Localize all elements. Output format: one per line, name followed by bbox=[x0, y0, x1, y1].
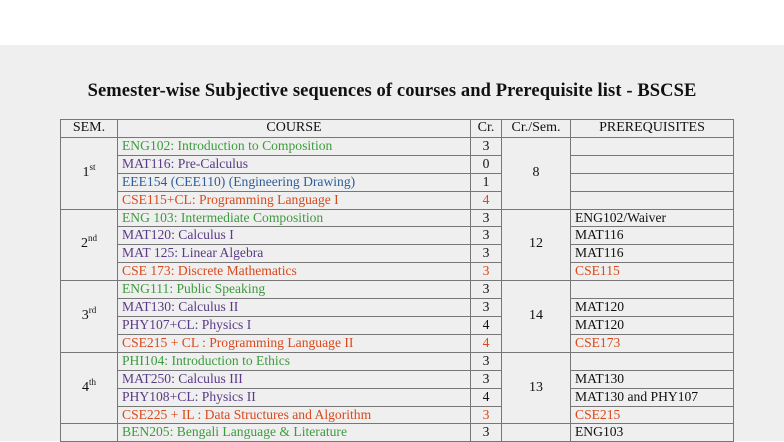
credit-cell: 0 bbox=[471, 155, 502, 173]
credit-cell: 4 bbox=[471, 191, 502, 209]
page-title: Semester-wise Subjective sequences of courses and Prerequisite list - BSCSE bbox=[87, 81, 697, 101]
credit-cell: 3 bbox=[471, 209, 502, 227]
prerequisite-cell bbox=[571, 155, 734, 173]
semester-number: 1 bbox=[82, 164, 90, 180]
prerequisite-cell: MAT130 bbox=[571, 370, 734, 388]
semester-credits-cell: 8 bbox=[502, 137, 571, 209]
course-cell: ENG102: Introduction to Composition bbox=[118, 137, 471, 155]
semester-number: 2 bbox=[81, 236, 88, 252]
table-row bbox=[61, 281, 734, 299]
semester-cell bbox=[61, 137, 118, 209]
table-body bbox=[61, 137, 734, 441]
credit-cell: 3 bbox=[471, 370, 502, 388]
table-row bbox=[61, 155, 734, 173]
header-course: COURSE bbox=[118, 120, 471, 138]
table-row bbox=[61, 137, 734, 155]
table-header-row bbox=[61, 120, 734, 138]
credit-cell: 3 bbox=[471, 263, 502, 281]
prerequisite-cell bbox=[571, 281, 734, 299]
table-row bbox=[61, 173, 734, 191]
credit-cell: 1 bbox=[471, 173, 502, 191]
prerequisite-cell: MAT120 bbox=[571, 299, 734, 317]
header-cr: Cr. bbox=[471, 120, 502, 138]
prerequisite-cell: CSE215 bbox=[571, 406, 734, 424]
semester-cell bbox=[61, 281, 118, 353]
credit-cell: 3 bbox=[471, 352, 502, 370]
semester-suffix: rd bbox=[88, 305, 97, 316]
header-cr-sem: Cr./Sem. bbox=[502, 120, 571, 138]
course-cell: MAT116: Pre-Calculus bbox=[118, 155, 471, 173]
table-row bbox=[61, 209, 734, 227]
credit-cell: 3 bbox=[471, 424, 502, 442]
semester-credits-cell bbox=[502, 424, 571, 442]
table-row bbox=[61, 263, 734, 281]
table-row bbox=[61, 245, 734, 263]
header-sem: SEM. bbox=[61, 120, 118, 138]
course-cell: PHY107+CL: Physics I bbox=[118, 316, 471, 334]
header-prerequisites: PREREQUISITES bbox=[571, 120, 734, 138]
table-row bbox=[61, 299, 734, 317]
credit-cell: 3 bbox=[471, 281, 502, 299]
credit-cell: 4 bbox=[471, 316, 502, 334]
credit-cell: 3 bbox=[471, 137, 502, 155]
table-row bbox=[61, 424, 734, 442]
prerequisite-cell: MAT116 bbox=[571, 245, 734, 263]
course-cell: ENG 103: Intermediate Composition bbox=[118, 209, 471, 227]
prerequisite-cell: MAT130 and PHY107 bbox=[571, 388, 734, 406]
course-cell: EEE154 (CEE110) (Engineering Drawing) bbox=[118, 173, 471, 191]
course-cell: CSE 173: Discrete Mathematics bbox=[118, 263, 471, 281]
course-cell: PHI104: Introduction to Ethics bbox=[118, 352, 471, 370]
semester-cell bbox=[61, 424, 118, 442]
prerequisite-cell: CSE115 bbox=[571, 263, 734, 281]
semester-credits-cell: 12 bbox=[502, 209, 571, 281]
prerequisite-cell: CSE173 bbox=[571, 334, 734, 352]
course-cell: PHY108+CL: Physics II bbox=[118, 388, 471, 406]
semester-suffix: st bbox=[89, 161, 96, 172]
course-cell: MAT 125: Linear Algebra bbox=[118, 245, 471, 263]
semester-number: 3 bbox=[81, 308, 89, 324]
table-row bbox=[61, 352, 734, 370]
course-cell: MAT250: Calculus III bbox=[118, 370, 471, 388]
credit-cell: 4 bbox=[471, 388, 502, 406]
semester-credits-cell: 14 bbox=[502, 281, 571, 353]
table-row bbox=[61, 227, 734, 245]
prerequisite-cell bbox=[571, 137, 734, 155]
table-row bbox=[61, 316, 734, 334]
course-cell: ENG111: Public Speaking bbox=[118, 281, 471, 299]
prerequisite-cell: ENG102/Waiver bbox=[571, 209, 734, 227]
semester-cell bbox=[61, 352, 118, 424]
prerequisite-cell bbox=[571, 191, 734, 209]
credit-cell: 3 bbox=[471, 245, 502, 263]
semester-number: 4 bbox=[81, 379, 89, 395]
course-cell: BEN205: Bengali Language & Literature bbox=[118, 424, 471, 442]
slide bbox=[0, 45, 784, 441]
prerequisite-cell: MAT116 bbox=[571, 227, 734, 245]
credit-cell: 3 bbox=[471, 299, 502, 317]
table-row bbox=[61, 370, 734, 388]
course-cell: MAT120: Calculus I bbox=[118, 227, 471, 245]
prerequisite-cell bbox=[571, 352, 734, 370]
table-row bbox=[61, 388, 734, 406]
table-row bbox=[61, 334, 734, 352]
course-table bbox=[60, 119, 734, 442]
prerequisite-cell bbox=[571, 173, 734, 191]
semester-credits-cell: 13 bbox=[502, 352, 571, 424]
credit-cell: 3 bbox=[471, 227, 502, 245]
semester-suffix: nd bbox=[88, 233, 97, 244]
credit-cell: 3 bbox=[471, 406, 502, 424]
table-row bbox=[61, 406, 734, 424]
course-cell: CSE215 + CL : Programming Language II bbox=[118, 334, 471, 352]
course-cell: CSE225 + IL : Data Structures and Algorithm bbox=[118, 406, 471, 424]
course-cell: MAT130: Calculus II bbox=[118, 299, 471, 317]
course-cell: CSE115+CL: Programming Language I bbox=[118, 191, 471, 209]
semester-suffix: th bbox=[88, 376, 96, 387]
table-row bbox=[61, 191, 734, 209]
credit-cell: 4 bbox=[471, 334, 502, 352]
prerequisite-cell: ENG103 bbox=[571, 424, 734, 442]
prerequisite-cell: MAT120 bbox=[571, 316, 734, 334]
semester-cell bbox=[61, 209, 118, 281]
